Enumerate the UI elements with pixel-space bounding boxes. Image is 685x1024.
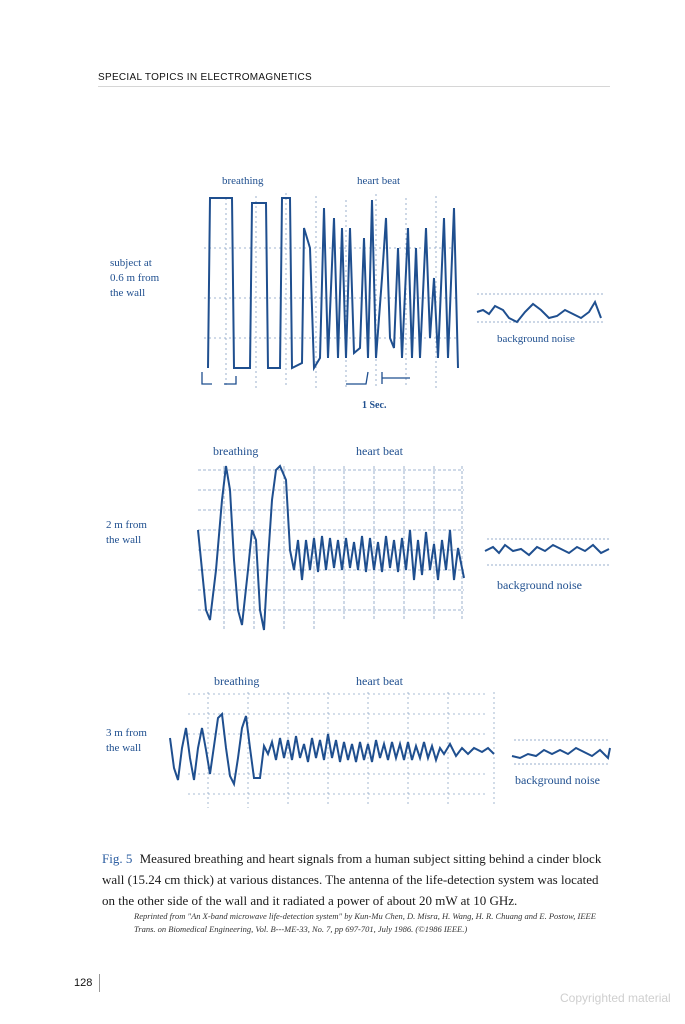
panel1-subject-label <box>110 256 190 301</box>
reprint-credit: Reprinted from "An X-band microwave life-detection system" by Kun-Mu Chen, D. Misra, H. Wang, H. R. Chuang and E. Postow, IEEE Trans. on Biomedical Engineering, Vol. B---ME-33, No. 7, pp 697-701, July 1986. (©1986 IEEE.) <box>134 911 596 934</box>
caption-text: Measured breathing and heart signals from a human subject sitting behind a cinder block wall (15.24 cm thick) at various distances. The antenna of the life-detection system was located on the other side of the wall and it radiated a power of about 20 mW at 10 GHz. <box>102 851 602 908</box>
panel3-subject-line2: the wall <box>106 742 142 754</box>
panel2-subject-line1: 2 m from <box>106 519 147 531</box>
panel2-noise-trace <box>483 535 613 575</box>
panel3-signal-trace <box>168 688 502 812</box>
panel1-noise-trace <box>473 288 607 328</box>
panel1-noise-label: background noise <box>497 333 575 345</box>
panel1-scale-label: 1 Sec. <box>362 400 387 411</box>
panel2-noise-label: background noise <box>497 578 582 592</box>
panel1-subject-line3: the wall <box>110 287 146 299</box>
panel1-subject-line2: 0.6 m from <box>110 272 160 284</box>
copyright-watermark: Copyrighted material <box>560 991 671 1005</box>
panel1-subject-line1: subject at <box>110 257 152 269</box>
panel2-subject-line2: the wall <box>106 534 142 546</box>
page-number-rule <box>99 974 100 992</box>
panel2-signal-trace <box>194 460 470 636</box>
panel2-subject-label <box>106 518 186 548</box>
panel3-noise-label: background noise <box>515 773 600 787</box>
page-number: 128 <box>74 977 93 989</box>
panel2-breathing-label: breathing <box>213 444 259 458</box>
panel3-heartbeat-label: heart beat <box>356 674 403 688</box>
header-rule <box>98 86 610 87</box>
panel3-noise-trace <box>510 736 614 770</box>
panel1-signal-trace <box>196 188 466 393</box>
figure-caption <box>102 848 614 911</box>
panel3-breathing-label: breathing <box>214 674 260 688</box>
panel1-heartbeat-label: heart beat <box>357 175 401 187</box>
running-header: SPECIAL TOPICS IN ELECTROMAGNETICS <box>98 72 312 83</box>
figure-number: Fig. 5 <box>102 851 133 866</box>
panel3-subject-line1: 3 m from <box>106 727 147 739</box>
panel1-breathing-label: breathing <box>222 175 264 187</box>
panel2-heartbeat-label: heart beat <box>356 444 403 458</box>
